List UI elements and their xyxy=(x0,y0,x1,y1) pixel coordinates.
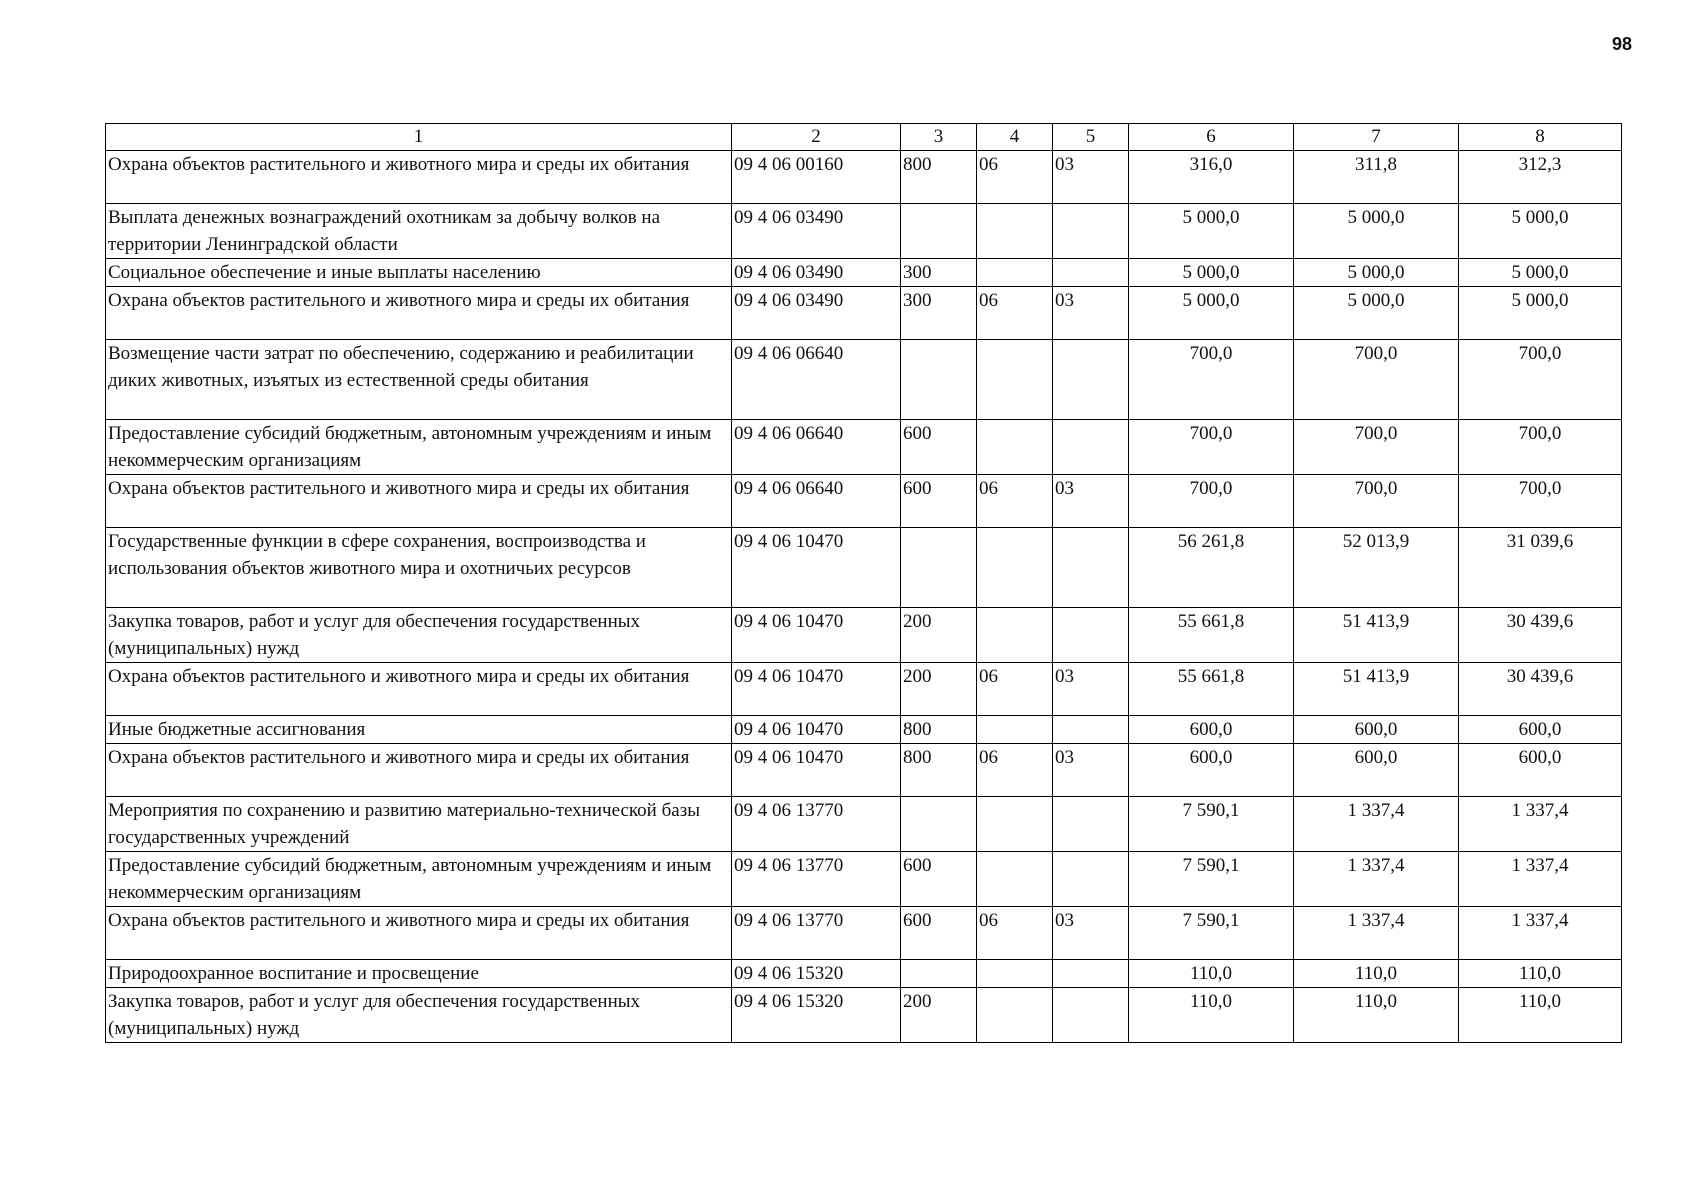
row-col6-cell: 7 590,1 xyxy=(1129,907,1294,960)
row-code-cell: 09 4 06 10470 xyxy=(732,528,901,608)
row-col3-cell xyxy=(901,797,977,852)
row-col4-cell xyxy=(977,204,1053,259)
row-col8-cell: 5 000,0 xyxy=(1459,287,1622,340)
column-header: 6 xyxy=(1129,124,1294,151)
row-col5-cell: 03 xyxy=(1053,663,1129,716)
row-col4-cell xyxy=(977,340,1053,420)
row-col7-cell: 700,0 xyxy=(1294,420,1459,475)
table-row xyxy=(106,475,1622,528)
row-col3-cell xyxy=(901,960,977,988)
column-header: 8 xyxy=(1459,124,1622,151)
table-row xyxy=(106,797,1622,852)
row-col3-cell: 200 xyxy=(901,988,977,1043)
row-col5-cell: 03 xyxy=(1053,475,1129,528)
table-row xyxy=(106,907,1622,960)
row-code-cell: 09 4 06 15320 xyxy=(732,988,901,1043)
row-col3-cell: 200 xyxy=(901,663,977,716)
row-col6-cell: 5 000,0 xyxy=(1129,204,1294,259)
row-col8-cell: 5 000,0 xyxy=(1459,259,1622,287)
row-col7-cell: 5 000,0 xyxy=(1294,204,1459,259)
row-col3-cell: 600 xyxy=(901,907,977,960)
row-col4-cell xyxy=(977,420,1053,475)
row-name-cell: Иные бюджетные ассигнования xyxy=(106,716,732,744)
row-col7-cell: 1 337,4 xyxy=(1294,907,1459,960)
row-col5-cell xyxy=(1053,852,1129,907)
row-col7-cell: 1 337,4 xyxy=(1294,852,1459,907)
row-col4-cell: 06 xyxy=(977,287,1053,340)
row-code-cell: 09 4 06 00160 xyxy=(732,151,901,204)
row-col3-cell: 300 xyxy=(901,287,977,340)
row-col7-cell: 51 413,9 xyxy=(1294,663,1459,716)
column-header: 4 xyxy=(977,124,1053,151)
table-row xyxy=(106,663,1622,716)
row-name-cell: Охрана объектов растительного и животного мира и среды их обитания xyxy=(106,663,732,716)
row-col3-cell: 800 xyxy=(901,744,977,797)
row-col7-cell: 5 000,0 xyxy=(1294,287,1459,340)
row-col4-cell: 06 xyxy=(977,907,1053,960)
row-col8-cell: 1 337,4 xyxy=(1459,907,1622,960)
row-col6-cell: 700,0 xyxy=(1129,340,1294,420)
row-col5-cell: 03 xyxy=(1053,151,1129,204)
row-col4-cell xyxy=(977,852,1053,907)
row-code-cell: 09 4 06 13770 xyxy=(732,797,901,852)
table-row xyxy=(106,608,1622,663)
row-name-cell: Социальное обеспечение и иные выплаты населению xyxy=(106,259,732,287)
row-col7-cell: 5 000,0 xyxy=(1294,259,1459,287)
row-col7-cell: 311,8 xyxy=(1294,151,1459,204)
row-col7-cell: 110,0 xyxy=(1294,960,1459,988)
row-col3-cell: 300 xyxy=(901,259,977,287)
row-name-cell: Мероприятия по сохранению и развитию материально-технической базы государственных учреждений xyxy=(106,797,732,852)
row-col6-cell: 5 000,0 xyxy=(1129,287,1294,340)
row-col3-cell: 800 xyxy=(901,716,977,744)
row-col5-cell: 03 xyxy=(1053,907,1129,960)
table-row xyxy=(106,420,1622,475)
page-number: 98 xyxy=(1612,34,1633,54)
budget-table xyxy=(105,123,1622,1043)
row-col5-cell: 03 xyxy=(1053,287,1129,340)
row-col5-cell xyxy=(1053,797,1129,852)
row-col5-cell xyxy=(1053,204,1129,259)
row-col5-cell xyxy=(1053,420,1129,475)
row-name-cell: Охрана объектов растительного и животного мира и среды их обитания xyxy=(106,151,732,204)
row-code-cell: 09 4 06 10470 xyxy=(732,608,901,663)
row-col5-cell xyxy=(1053,960,1129,988)
row-col8-cell: 110,0 xyxy=(1459,960,1622,988)
row-name-cell: Возмещение части затрат по обеспечению, содержанию и реабилитации диких животных, изъятых из естественной среды обитания xyxy=(106,340,732,420)
row-col8-cell: 700,0 xyxy=(1459,340,1622,420)
row-col7-cell: 52 013,9 xyxy=(1294,528,1459,608)
row-col7-cell: 700,0 xyxy=(1294,475,1459,528)
header-row xyxy=(106,124,1622,151)
table-row xyxy=(106,287,1622,340)
row-name-cell: Охрана объектов растительного и животного мира и среды их обитания xyxy=(106,907,732,960)
row-col5-cell xyxy=(1053,988,1129,1043)
column-header: 3 xyxy=(901,124,977,151)
row-col7-cell: 1 337,4 xyxy=(1294,797,1459,852)
row-col6-cell: 55 661,8 xyxy=(1129,663,1294,716)
row-code-cell: 09 4 06 03490 xyxy=(732,259,901,287)
table-row xyxy=(106,340,1622,420)
row-name-cell: Предоставление субсидий бюджетным, автономным учреждениям и иным некоммерческим организациям xyxy=(106,420,732,475)
row-code-cell: 09 4 06 13770 xyxy=(732,852,901,907)
row-name-cell: Предоставление субсидий бюджетным, автономным учреждениям и иным некоммерческим организациям xyxy=(106,852,732,907)
row-code-cell: 09 4 06 03490 xyxy=(732,287,901,340)
row-col8-cell: 600,0 xyxy=(1459,744,1622,797)
row-col4-cell xyxy=(977,528,1053,608)
row-name-cell: Охрана объектов растительного и животного мира и среды их обитания xyxy=(106,475,732,528)
row-code-cell: 09 4 06 06640 xyxy=(732,340,901,420)
row-col3-cell: 200 xyxy=(901,608,977,663)
table-row xyxy=(106,259,1622,287)
column-header: 5 xyxy=(1053,124,1129,151)
row-name-cell: Закупка товаров, работ и услуг для обеспечения государственных (муниципальных) нужд xyxy=(106,988,732,1043)
row-name-cell: Государственные функции в сфере сохранения, воспроизводства и использования объектов животного мира и охотничьих ресурсов xyxy=(106,528,732,608)
row-col8-cell: 600,0 xyxy=(1459,716,1622,744)
row-col3-cell: 600 xyxy=(901,852,977,907)
row-col8-cell: 110,0 xyxy=(1459,988,1622,1043)
row-col4-cell: 06 xyxy=(977,151,1053,204)
row-col3-cell xyxy=(901,528,977,608)
table-row xyxy=(106,204,1622,259)
row-col8-cell: 1 337,4 xyxy=(1459,797,1622,852)
table-row xyxy=(106,744,1622,797)
row-name-cell: Выплата денежных вознаграждений охотникам за добычу волков на территории Ленинградской области xyxy=(106,204,732,259)
row-code-cell: 09 4 06 10470 xyxy=(732,663,901,716)
row-code-cell: 09 4 06 10470 xyxy=(732,716,901,744)
row-col4-cell xyxy=(977,988,1053,1043)
row-col4-cell xyxy=(977,608,1053,663)
row-col8-cell: 30 439,6 xyxy=(1459,608,1622,663)
row-col3-cell: 800 xyxy=(901,151,977,204)
row-col5-cell xyxy=(1053,340,1129,420)
row-code-cell: 09 4 06 06640 xyxy=(732,475,901,528)
row-col7-cell: 600,0 xyxy=(1294,716,1459,744)
row-col6-cell: 7 590,1 xyxy=(1129,797,1294,852)
row-code-cell: 09 4 06 06640 xyxy=(732,420,901,475)
row-col5-cell xyxy=(1053,608,1129,663)
row-col3-cell xyxy=(901,204,977,259)
row-col6-cell: 316,0 xyxy=(1129,151,1294,204)
row-code-cell: 09 4 06 15320 xyxy=(732,960,901,988)
row-col7-cell: 110,0 xyxy=(1294,988,1459,1043)
row-col4-cell xyxy=(977,960,1053,988)
row-col5-cell xyxy=(1053,716,1129,744)
row-col4-cell: 06 xyxy=(977,744,1053,797)
row-col6-cell: 600,0 xyxy=(1129,716,1294,744)
row-col8-cell: 5 000,0 xyxy=(1459,204,1622,259)
row-col6-cell: 7 590,1 xyxy=(1129,852,1294,907)
table-row xyxy=(106,852,1622,907)
row-col3-cell: 600 xyxy=(901,475,977,528)
row-col3-cell: 600 xyxy=(901,420,977,475)
row-col4-cell: 06 xyxy=(977,663,1053,716)
row-name-cell: Закупка товаров, работ и услуг для обеспечения государственных (муниципальных) нужд xyxy=(106,608,732,663)
column-header: 7 xyxy=(1294,124,1459,151)
row-code-cell: 09 4 06 13770 xyxy=(732,907,901,960)
table-row xyxy=(106,151,1622,204)
row-col8-cell: 312,3 xyxy=(1459,151,1622,204)
row-name-cell: Природоохранное воспитание и просвещение xyxy=(106,960,732,988)
row-code-cell: 09 4 06 10470 xyxy=(732,744,901,797)
row-col7-cell: 700,0 xyxy=(1294,340,1459,420)
column-header: 2 xyxy=(732,124,901,151)
row-col6-cell: 110,0 xyxy=(1129,960,1294,988)
row-col4-cell xyxy=(977,716,1053,744)
row-col6-cell: 5 000,0 xyxy=(1129,259,1294,287)
row-col6-cell: 56 261,8 xyxy=(1129,528,1294,608)
row-col3-cell xyxy=(901,340,977,420)
table-row xyxy=(106,716,1622,744)
row-col5-cell: 03 xyxy=(1053,744,1129,797)
table-row xyxy=(106,528,1622,608)
row-col4-cell xyxy=(977,259,1053,287)
row-col6-cell: 110,0 xyxy=(1129,988,1294,1043)
row-col4-cell: 06 xyxy=(977,475,1053,528)
row-col8-cell: 30 439,6 xyxy=(1459,663,1622,716)
row-col7-cell: 51 413,9 xyxy=(1294,608,1459,663)
table-row xyxy=(106,988,1622,1043)
row-col6-cell: 700,0 xyxy=(1129,420,1294,475)
row-col8-cell: 1 337,4 xyxy=(1459,852,1622,907)
row-col7-cell: 600,0 xyxy=(1294,744,1459,797)
row-col6-cell: 700,0 xyxy=(1129,475,1294,528)
row-col8-cell: 31 039,6 xyxy=(1459,528,1622,608)
row-col6-cell: 55 661,8 xyxy=(1129,608,1294,663)
row-col6-cell: 600,0 xyxy=(1129,744,1294,797)
row-col5-cell xyxy=(1053,528,1129,608)
row-code-cell: 09 4 06 03490 xyxy=(732,204,901,259)
table-row xyxy=(106,960,1622,988)
row-name-cell: Охрана объектов растительного и животного мира и среды их обитания xyxy=(106,287,732,340)
row-col8-cell: 700,0 xyxy=(1459,420,1622,475)
row-col5-cell xyxy=(1053,259,1129,287)
column-header: 1 xyxy=(106,124,732,151)
row-col4-cell xyxy=(977,797,1053,852)
row-col8-cell: 700,0 xyxy=(1459,475,1622,528)
row-name-cell: Охрана объектов растительного и животного мира и среды их обитания xyxy=(106,744,732,797)
